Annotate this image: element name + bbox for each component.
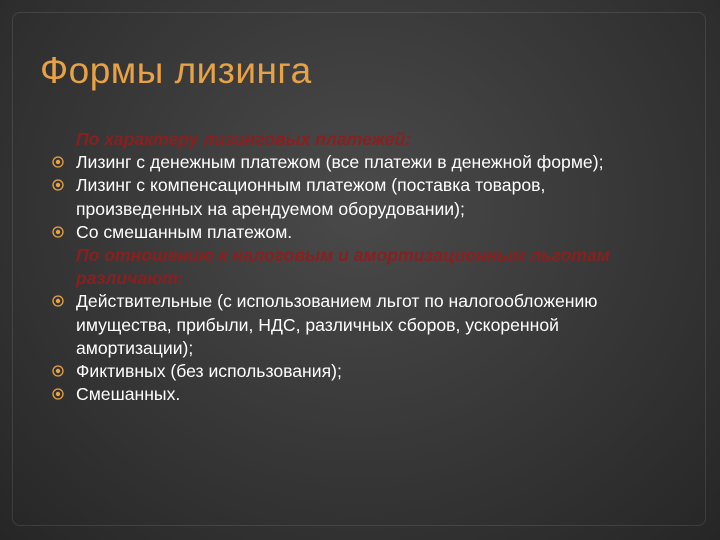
circled-dot-bullet-icon: [52, 179, 64, 191]
list-item-text: Лизинг с компенсационным платежом (поставка товаров, произведенных на арендуемом оборудовании);: [76, 175, 546, 219]
list-item: [52, 151, 672, 174]
list-item: [52, 221, 672, 244]
list-item-text: Смешанных.: [76, 384, 181, 405]
list-item: [52, 174, 672, 220]
circled-dot-bullet-icon: [52, 365, 64, 377]
list-item-text: Со смешанным платежом.: [76, 221, 293, 242]
slide-title: Формы лизинга: [40, 50, 312, 91]
circled-dot-bullet-icon: [52, 295, 64, 307]
circled-dot-bullet-icon: [52, 156, 64, 168]
section-heading-tax-benefits: По отношению к налоговым и амортизационным льготам различают:: [76, 245, 610, 289]
list-item-text: Фиктивных (без использования);: [76, 361, 342, 382]
slide-content: [52, 128, 672, 406]
list-item-text: Лизинг с денежным платежом (все платежи в денежной форме);: [76, 152, 604, 173]
circled-dot-bullet-icon: [52, 226, 64, 238]
list-item: [52, 360, 672, 383]
list-item: [52, 290, 672, 360]
list-item-text: Действительные (с использованием льгот по налогообложению имущества, прибыли, НДС, различных сборов, ускоренной амортизации);: [76, 291, 598, 358]
section-heading-payments: По характеру лизинговых платежей:: [76, 129, 412, 149]
list-item: [52, 383, 672, 406]
circled-dot-bullet-icon: [52, 388, 64, 400]
